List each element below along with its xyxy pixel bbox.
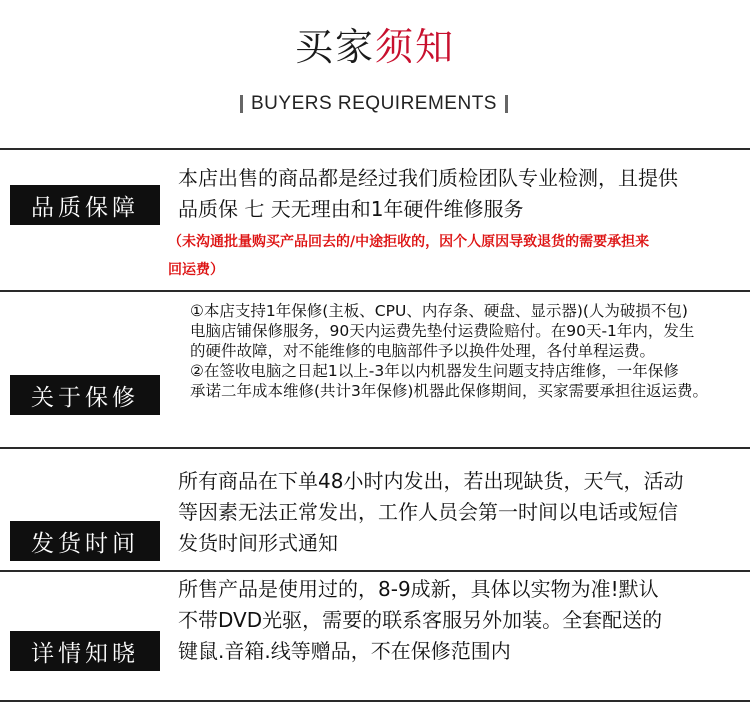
divider (0, 148, 750, 150)
quality-line: 本店出售的商品都是经过我们质检团队专业检测，且提供 (178, 166, 678, 190)
subtitle-left-bar (240, 95, 243, 113)
details-line: 不带DVD光驱，需要的联系客服另外加装。全套配送的 (178, 608, 663, 632)
repair-text (190, 301, 745, 401)
repair-label: 关于保修 (10, 375, 160, 415)
details-line: 所售产品是使用过的，8-9成新，具体以实物为准!默认 (178, 577, 659, 601)
divider (0, 570, 750, 572)
page-title (0, 16, 750, 71)
notice-line: （未沟通批量购买产品回去的/中途拒收的，因个人原因导致退货的需要承担来 (168, 234, 650, 250)
shipping-label: 发货时间 (10, 521, 160, 561)
shipping-line: 所有商品在下单48小时内发出，若出现缺货，天气，活动 (178, 469, 684, 493)
title-dark-part: 买家 (294, 25, 375, 69)
shipping-line: 发货时间形式通知 (178, 531, 338, 555)
quality-line: 品质保 七 天无理由和1年硬件维修服务 (178, 197, 524, 221)
details-line: 键鼠.音箱.线等赠品，不在保修范围内 (178, 639, 511, 663)
shipping-text (178, 466, 743, 559)
return-notice (168, 228, 743, 284)
repair-line: 电脑店铺保修服务，90天内运费先垫付运费险赔付。在90天-1年内，发生 (190, 322, 695, 340)
notice-line: 回运费） (168, 262, 224, 278)
subtitle-text: BUYERS REQUIREMENTS (251, 93, 497, 114)
divider (0, 447, 750, 449)
subtitle-right-bar (505, 95, 508, 113)
divider (0, 700, 750, 702)
details-label: 详情知晓 (10, 631, 160, 671)
details-text (178, 574, 743, 667)
repair-line: ①本店支持1年保修(主板、CPU、内存条、硬盘、显示器)(人为破损不包) (190, 302, 688, 320)
quality-text (178, 163, 743, 225)
title-red-part: 须知 (375, 25, 456, 69)
repair-line: 承诺二年成本维修(共计3年保修)机器此保修期间，买家需要承担往返运费。 (190, 382, 708, 400)
repair-line: ②在签收电脑之日起1以上-3年以内机器发生问题支持店维修，一年保修 (190, 362, 679, 380)
repair-line: 的硬件故障，对不能维修的电脑部件予以换件处理，各付单程运费。 (190, 342, 656, 360)
page-subtitle (229, 90, 519, 118)
divider (0, 290, 750, 292)
shipping-line: 等因素无法正常发出，工作人员会第一时间以电话或短信 (178, 500, 678, 524)
quality-label: 品质保障 (10, 185, 160, 225)
